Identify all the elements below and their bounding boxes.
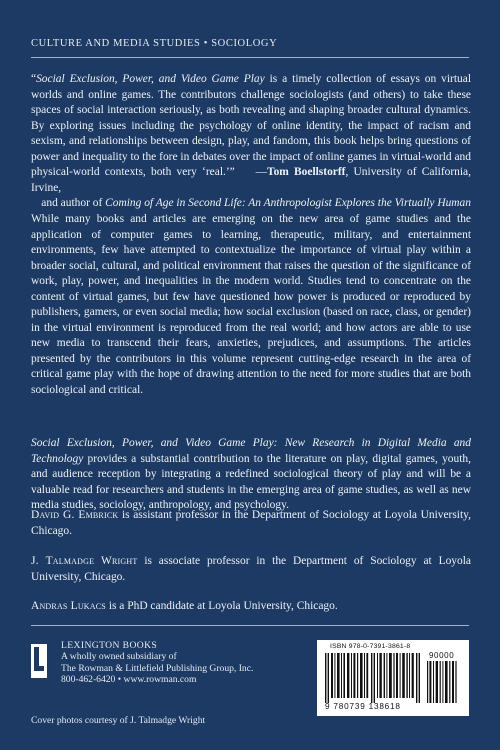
summary-text bbox=[31, 436, 471, 514]
author-name-2: J. Talmadge Wright bbox=[31, 555, 138, 567]
publisher-line-2: The Rowman & Littlefield Publishing Group, Inc. bbox=[61, 662, 254, 674]
blurb-affiliation: , University of California, Irvine, bbox=[31, 166, 471, 194]
author-bio-1-text bbox=[31, 508, 471, 539]
author-bio-3-text bbox=[31, 599, 471, 615]
author-bio-2-text bbox=[31, 554, 471, 585]
series-label: CULTURE AND MEDIA STUDIES • SOCIOLOGY bbox=[31, 38, 278, 49]
blurb-other-book: Coming of Age in Second Life: An Anthropologist Explores the Virtually Human bbox=[105, 197, 471, 210]
author-bio-1 bbox=[31, 508, 471, 539]
top-divider bbox=[31, 57, 469, 58]
author-bio-2-body: is associate professor in the Department of Sociology at Loyola University, Chicago. bbox=[31, 555, 471, 583]
author-bio-3 bbox=[31, 599, 471, 615]
description-text: While many books and articles are emerging on the new area of game studies and the application of computer games to learning, therapeutic, military, and entertainment environments, few have attempted to contextualize the importance of virtual play within a broader social, cultural, and political environment that raises the question of the significance of work, play, power, and inequalities in the modern world. Studies tend to concentrate on the content of virtual games, but few have questioned how power is produced or reproduced by publishers, gamers, or even social media; how social exclusion (based on race, class, or gender) in the virtual environment is reproduced from the real world; and how actors are able to use new media to transcend their fears, anxieties, prejudices, and assumptions. The articles presented by the contributors in this volume represent cutting-edge research in the area of critical game play with the hope of drawing attention to the need for more studies that are both sociological and critical. bbox=[31, 213, 471, 397]
blurb-book-title: Social Exclusion, Power, and Video Game Play bbox=[36, 73, 265, 85]
description-paragraph bbox=[31, 212, 471, 399]
author-name-3: Andras Lukacs bbox=[31, 600, 106, 612]
blurb-attribution bbox=[31, 196, 471, 212]
photo-credit: Cover photos courtesy of J. Talmadge Wright bbox=[31, 715, 206, 726]
ean-barcode-bars bbox=[325, 653, 423, 703]
blurb-author: Tom Boellstorff bbox=[267, 166, 346, 179]
author-name-1: David G. Embrick bbox=[31, 509, 119, 521]
barcode bbox=[317, 640, 469, 716]
publisher-contact: 800-462-6420 • www.rowman.com bbox=[61, 674, 197, 686]
publisher-logo-icon bbox=[31, 644, 47, 678]
endorsement-blurb bbox=[31, 72, 471, 212]
summary-body: provides a substantial contribution to the literature on play, digital games, youth, and audience reception by integrating a redefined sociological theory of play and will be a valuable read for researchers and students in the emerging area of game studies, as well as new media studies, sociology, anthropology, and psychology. bbox=[31, 452, 471, 512]
blurb-paragraph: “Social Exclusion, Power, and Video Game Play is a timely collection of essays on virtual worlds and online games. The contributors challenge sociologists (and others) to take these spaces of social interaction seriously, as both revealing and shaping broader cultural dynamics. By exploring issues including the psychology of online identity, the impact of racism and sexism, and relationships between design, play, and fandom, this book helps bring questions of power and inequality to the fore in debates over the impact of online games in virtual-world and physical-world contexts, both very ‘real.’” —Tom Boellstorff, University of California, Irvine, bbox=[31, 73, 471, 194]
publisher-line-1: A wholly owned subsidiary of bbox=[61, 651, 177, 663]
summary-paragraph bbox=[31, 436, 471, 514]
publisher-name: LEXINGTON BOOKS bbox=[61, 640, 158, 651]
addon-barcode-bars bbox=[427, 661, 457, 703]
isbn-label: ISBN 978-0-7391-3861-8 bbox=[330, 643, 411, 650]
price-addon-digits: 90000 bbox=[429, 651, 455, 660]
blurb-author-of: and author of bbox=[41, 197, 106, 210]
blurb-body: is a timely collection of essays on virtual worlds and online games. The contributors challenge sociologists (and others) to take these spaces of social interaction seriously, as both revealing and shaping broader cultural dynamics. By exploring issues including the psychology of online identity, the impact of racism and sexism, and relationships between design, play, and fandom, this book helps bring questions of power and inequality to the fore in debates over the impact of online games in virtual-world and physical-world contexts, both very ‘real.’” bbox=[31, 73, 471, 179]
author-bio-1-body: is assistant professor in the Department of Sociology at Loyola University, Chicago. bbox=[31, 509, 471, 537]
bottom-divider bbox=[31, 625, 469, 626]
publisher-info bbox=[61, 640, 253, 686]
summary-full-title: Social Exclusion, Power, and Video Game Play: New Research in Digital Media and Technology bbox=[31, 437, 471, 465]
author-bio-3-body: is a PhD candidate at Loyola University, Chicago. bbox=[105, 600, 338, 612]
author-bio-2 bbox=[31, 554, 471, 585]
ean-digits: 9 780739 138618 bbox=[325, 702, 401, 711]
publisher-block bbox=[31, 640, 281, 700]
